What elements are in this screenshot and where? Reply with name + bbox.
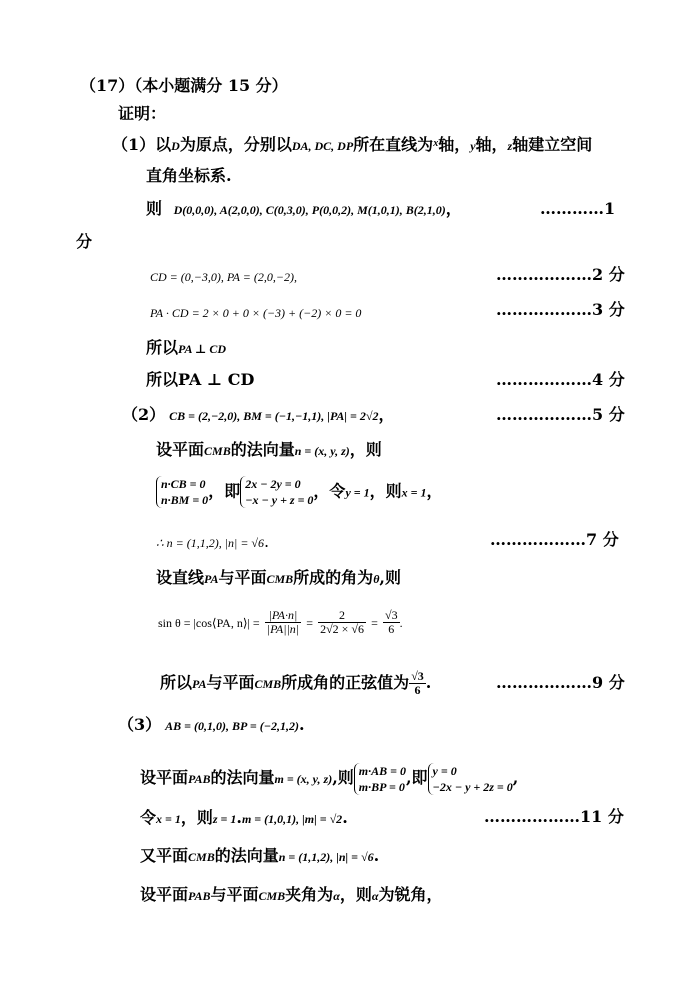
part2-system: n·CB = 0 n·BM = 0 ，即 2x − 2y = 0 −x − y + z = 0 ，令y = 1，则x = 1， [156,476,442,508]
score-2: ………………2 分 [496,265,625,284]
part2-conclusion: 所以PA与平面CMB所成角的正弦值为 $\frac{√3}{6}$ . [160,669,432,697]
part2-vectors: （2） CB = (2,−2,0), BM = (−1,−1,1), |PA| = 2√2， [122,405,395,424]
score-11: ………………11 分 [484,807,624,826]
sin-frac-3: $\frac{√3}{6}$ [385,608,398,636]
sin-formula: sin θ = |cos⟨PA, n⟩| = $\frac{|PA\cdot n|}{|PA||n|}$ = $\frac{2}{2√2 \times √6}$ = $\frac{√3}{6}$ . [158,608,403,636]
system-right: 2x − 2y = 0 −x − y + z = 0 [240,476,313,508]
system3-left: m·AB = 0 m·BP = 0 [354,763,406,795]
problem-title: （17）（本小题满分 15 分） [80,76,288,95]
sine-value-frac: $\frac{√3}{6}$ [411,669,424,697]
part3-alpha: 设平面PAB与平面CMB夹角为α，则α为锐角， [140,885,443,904]
so-perp-lines: 所以PA ⊥ CD [146,370,255,389]
part1-points-line: 则 D(0,0,0), A(2,0,0), C(0,3,0), P(0,0,2), M(1,0,1), B(2,1,0)， [146,199,462,218]
sin-frac-1: $\frac{|PA\cdot n|}{|PA||n|}$ [266,608,300,636]
part1-setup-cont: 直角坐标系. [146,166,232,185]
so-perp-vectors: 所以PA ⊥ CD [146,338,226,357]
normal-result: ∴ n = (1,1,2), |n| = √6. [156,532,270,551]
score-9: ………………9 分 [496,673,625,692]
score-1-dots: …………1 [540,199,616,218]
part3-let: 令x = 1，则z = 1.m = (1,0,1), |m| = √2. [140,808,348,827]
part1-setup: （1）以D为原点，分别以DA, DC, DP所在直线为$^x$轴，y轴，z轴建立空间 [112,135,593,154]
dot-product: PA · CD = 2 × 0 + 0 × (−3) + (−2) × 0 = 0 [150,306,362,320]
angle-def: 设直线PA与平面CMB所成的角为θ,则 [156,568,401,587]
part3-also: 又平面CMB的法向量n = (1,1,2), |n| = √6. [140,846,380,865]
points-coords: D(0,0,0), A(2,0,0), C(0,3,0), P(0,0,2), M(1,0,1), B(2,1,0) [173,203,446,217]
part2-normal: 设平面CMB的法向量n = (x, y, z)，则 [156,440,382,459]
score-1-unit: 分 [76,232,93,251]
score-4: ………………4 分 [496,370,625,389]
score-5: ………………5 分 [496,405,625,424]
vectors-cd-pa: CD = (0,−3,0), PA = (2,0,−2), [150,270,297,284]
part3-normal: 设平面PAB的法向量m = (x, y, z),则 m·AB = 0 m·BP = 0 ,即 y = 0 −2x − y + 2z = 0 , [140,763,519,794]
system-left: n·CB = 0 n·BM = 0 [156,476,208,508]
sin-frac-2: $\frac{2}{2√2 \times √6}$ [320,608,365,636]
part3-vectors: （3） AB = (0,1,0), BP = (−2,1,2). [118,715,305,734]
proof-label: 证明： [118,104,167,123]
system3-right: y = 0 −2x − y + 2z = 0 [428,763,513,795]
score-3: ………………3 分 [496,300,625,319]
score-7: ………………7 分 [490,530,619,549]
